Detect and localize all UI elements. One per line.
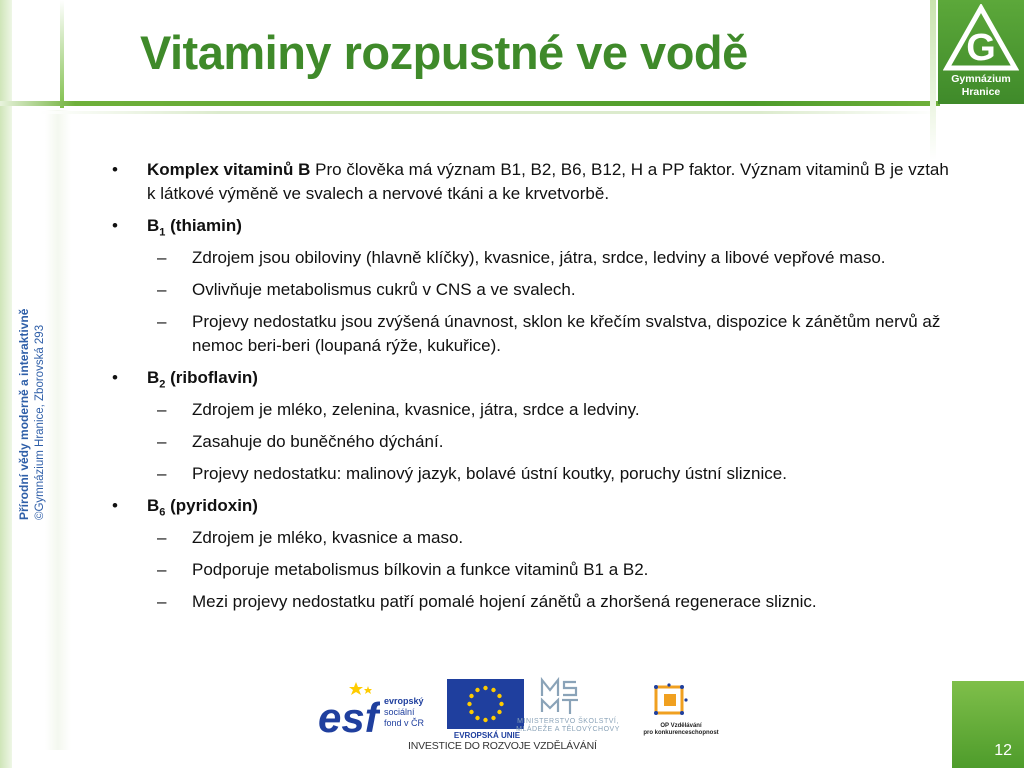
op-logo-icon: [650, 682, 692, 718]
b2-point-text: Zasahuje do buněčného dýchání.: [192, 432, 444, 451]
bullet-marker: •: [112, 368, 118, 387]
dash-marker: –: [157, 248, 167, 267]
esf-line3: fond v ČR: [384, 718, 425, 728]
b-complex-text: Pro člověka má význam B1, B2, B6, B12, H a PP faktor. Význam vitaminů B je vztah k látkové výměně ve svalech a nervové tkáni a ke krvetvorbě.: [147, 160, 949, 203]
esf-mark-icon: [318, 680, 380, 740]
footer-slogan: INVESTICE DO ROZVOJE VZDĚLÁVÁNÍ: [408, 740, 597, 752]
op-label: [636, 723, 726, 737]
svg-text:esf: esf: [318, 694, 379, 740]
triangle-g-icon: [943, 4, 1019, 72]
msmt-label: [508, 718, 628, 734]
dash-marker: –: [157, 280, 167, 299]
slide-title: Vitaminy rozpustné ve vodě: [140, 26, 748, 79]
dash-marker: –: [157, 560, 167, 579]
bullet-marker: •: [112, 160, 118, 179]
title-underline: [0, 101, 940, 106]
msmt-line2: MLÁDEŽE A TĚLOVÝCHOVY: [516, 726, 620, 733]
left-decor-line: [60, 0, 64, 108]
side-caption-line1: Přírodní vědy moderně a interaktivně: [17, 308, 31, 520]
b1-point-text: Zdrojem jsou obiloviny (hlavně klíčky), kvasnice, játra, srdce, ledviny a libové vepřové maso.: [192, 248, 886, 267]
dash-marker: –: [157, 312, 167, 331]
dash-marker: –: [157, 464, 167, 483]
side-caption-line2: ©Gymnázium Hranice, Zborovská 293: [34, 324, 46, 520]
b6-point-text: Zdrojem je mléko, kvasnice a maso.: [192, 528, 464, 547]
b6-point: [112, 558, 962, 582]
bullet-b6: [112, 494, 962, 518]
logo-letter: G: [966, 27, 996, 69]
b1-heading: $B_1$ (thiamin): [147, 216, 242, 239]
b6-heading: $B_6$ (pyridoxin): [147, 496, 258, 519]
b1-point: [112, 246, 962, 270]
b6-point-text: Podporuje metabolismus bílkovin a funkce vitaminů B1 a B2.: [192, 560, 649, 579]
right-decor-strip: [930, 0, 936, 160]
b1-point-text: Projevy nedostatku jsou zvýšená únavnost, sklon ke křečím svalstva, dispozice k zánětům nervů až nemoc beri-beri (loupaná rýže, kukuřice).: [192, 312, 941, 355]
dash-marker: –: [157, 592, 167, 611]
b1-point-text: Ovlivňuje metabolismus cukrů v CNS a ve svalech.: [192, 280, 576, 299]
b6-point: [112, 526, 962, 550]
logo-text: [938, 73, 1024, 99]
page-number-box: [952, 681, 1024, 768]
dash-marker: –: [157, 528, 167, 547]
b6-point: [112, 590, 962, 614]
b2-point: [112, 430, 962, 454]
b2-point: [112, 462, 962, 486]
left-decor-bar: [0, 0, 12, 768]
msmt-line1: MINISTERSTVO ŠKOLSTVÍ,: [517, 718, 619, 725]
slide-content: [112, 158, 962, 622]
op-line1: OP Vzdělávání: [660, 723, 702, 729]
school-logo: [938, 0, 1024, 104]
logo-line1: Gymnázium: [951, 73, 1011, 85]
esf-line2: sociální: [384, 707, 415, 717]
b-complex-heading: Komplex vitaminů B: [147, 160, 311, 179]
esf-logo: [318, 680, 436, 740]
dash-marker: –: [157, 400, 167, 419]
b1-point: [112, 310, 962, 358]
b2-point-text: Zdrojem je mléko, zelenina, kvasnice, játra, srdce a ledviny.: [192, 400, 640, 419]
side-caption: [16, 250, 56, 520]
msmt-logo-icon: [540, 676, 580, 716]
bullet-marker: •: [112, 216, 118, 235]
dash-marker: –: [157, 432, 167, 451]
op-line2: pro konkurenceschopnost: [643, 730, 719, 736]
eu-label: EVROPSKÁ UNIE: [453, 731, 521, 740]
b2-point-text: Projevy nedostatku: malinový jazyk, bolavé ústní koutky, poruchy ústní sliznice.: [192, 464, 787, 483]
page-number: 12: [994, 742, 1012, 759]
bullet-b2: [112, 366, 962, 390]
b2-point: [112, 398, 962, 422]
bullet-b1: [112, 214, 962, 238]
esf-line1: evropský: [384, 696, 424, 706]
b2-heading: $B_2$ (riboflavin): [147, 368, 258, 391]
b6-point-text: Mezi projevy nedostatku patří pomalé hojení zánětů a zhoršená regenerace sliznic.: [192, 592, 817, 611]
logo-line2: Hranice: [961, 86, 1001, 98]
title-underline-shadow: [40, 111, 940, 114]
bullet-b-complex: [112, 158, 962, 206]
bullet-marker: •: [112, 496, 118, 515]
b1-point: [112, 278, 962, 302]
